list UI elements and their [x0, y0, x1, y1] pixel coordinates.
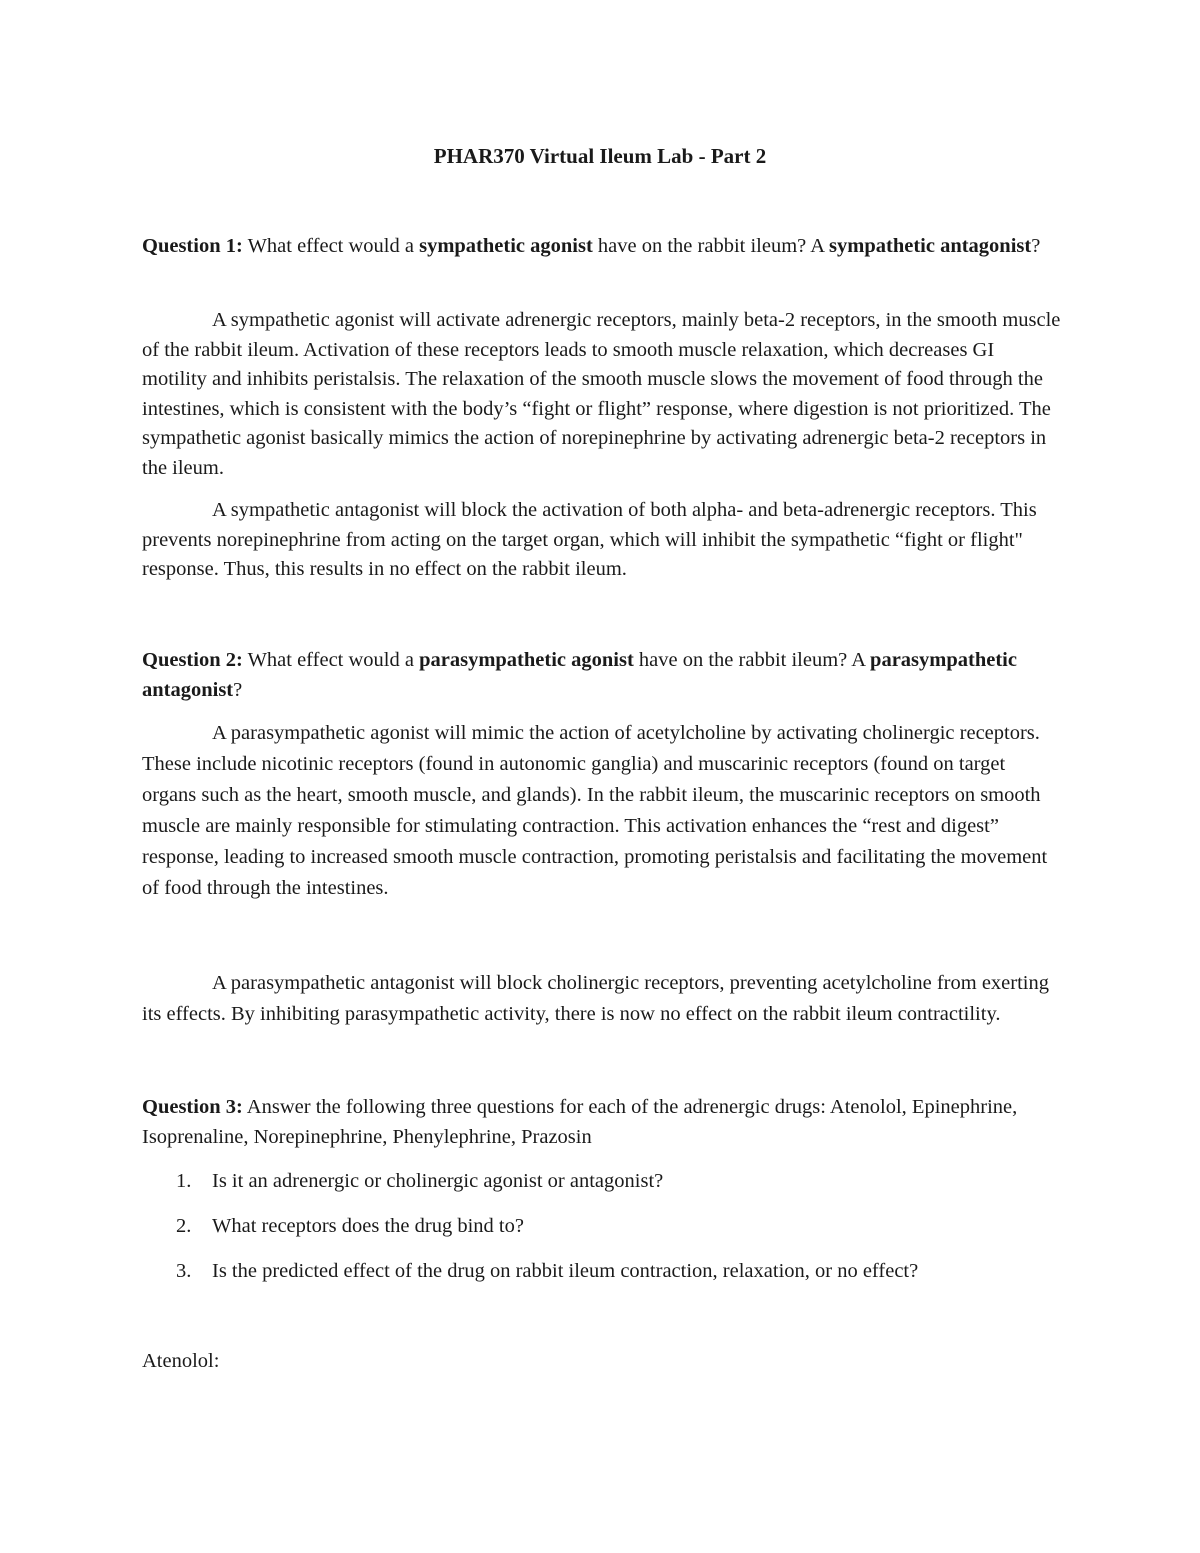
question-1-bold-a: sympathetic agonist [419, 235, 593, 257]
list-item-number: 1. [176, 1170, 192, 1192]
question-3-text: Answer the following three questions for each of the adrenergic drugs: Atenolol, Epinephrine, Isoprenaline, Norepinephrine, Phenylephrine, Prazosin [142, 1096, 1018, 1148]
question-1-answer-paragraph-2: A sympathetic antagonist will block the activation of both alpha- and beta-adrenergic receptors. This prevents norepinephrine from acting on the target organ, which will inhibit the sympathetic “fight or flight" response. Thus, this results in no effect on the rabbit ileum. [142, 499, 1037, 580]
question-1-text-a: What effect would a [242, 235, 420, 257]
list-item-number: 2. [176, 1215, 192, 1237]
question-2-answer-paragraph-2: A parasympathetic antagonist will block cholinergic receptors, preventing acetylcholine from exerting its effects. By inhibiting parasympathetic activity, there is now no effect on the rabbit ileum contractility. [142, 972, 1049, 1025]
list-item-text: What receptors does the drug bind to? [212, 1215, 524, 1237]
question-2-bold-b: parasympathetic antagonist [142, 649, 1017, 701]
list-item [142, 1213, 1062, 1258]
document-title: PHAR370 Virtual Ileum Lab - Part 2 [433, 144, 767, 168]
question-2-label: Question 2: [142, 649, 243, 671]
question-2-answer-paragraph-1: A parasympathetic agonist will mimic the action of acetylcholine by activating cholinergic receptors. These include nicotinic receptors (found in autonomic ganglia) and muscarinic receptors (found on target organs such as the heart, smooth muscle, and glands). In the rabbit ileum, the muscarinic receptors on smooth muscle are mainly responsible for stimulating contraction. This activation enhances the “rest and digest” response, leading to increased smooth muscle contraction, promoting peristalsis and facilitating the movement of food through the intestines. [142, 722, 1048, 899]
question-1-answer-paragraph-1: A sympathetic agonist will activate adrenergic receptors, mainly beta-2 receptors, in the smooth muscle of the rabbit ileum. Activation of these receptors leads to smooth muscle relaxation, which decreases GI motility and inhibits peristalsis. The relaxation of the smooth muscle slows the movement of food through the intestines, which is consistent with the body’s “fight or flight” response, where digestion is not prioritized. The sympathetic agonist basically mimics the action of norepinephrine by activating adrenergic beta-2 receptors in the ileum. [142, 309, 1061, 479]
question-1-prompt [142, 231, 1062, 261]
question-1-label: Question 1: [142, 235, 243, 257]
question-1-bold-b: sympathetic antagonist [829, 235, 1032, 257]
question-1-text-c: ? [1031, 235, 1041, 257]
question-2-text-a: What effect would a [242, 649, 420, 671]
atenolol-label: Atenolol: [142, 1350, 220, 1372]
list-item [142, 1258, 1062, 1303]
question-1-text-b: have on the rabbit ileum? A [592, 235, 830, 257]
question-2-bold-a: parasympathetic agonist [419, 649, 634, 671]
question-3-prompt [142, 1092, 1062, 1152]
list-item-text: Is it an adrenergic or cholinergic agonist or antagonist? [212, 1170, 664, 1192]
list-item [142, 1168, 1062, 1213]
question-2-prompt [142, 645, 1062, 705]
question-2-text-b: have on the rabbit ileum? A [633, 649, 871, 671]
list-item-text: Is the predicted effect of the drug on rabbit ileum contraction, relaxation, or no effect? [212, 1260, 919, 1282]
question-2-text-c: ? [233, 679, 243, 701]
question-3-sublist [142, 1168, 1062, 1303]
question-3-label: Question 3: [142, 1096, 243, 1118]
list-item-number: 3. [176, 1260, 192, 1282]
